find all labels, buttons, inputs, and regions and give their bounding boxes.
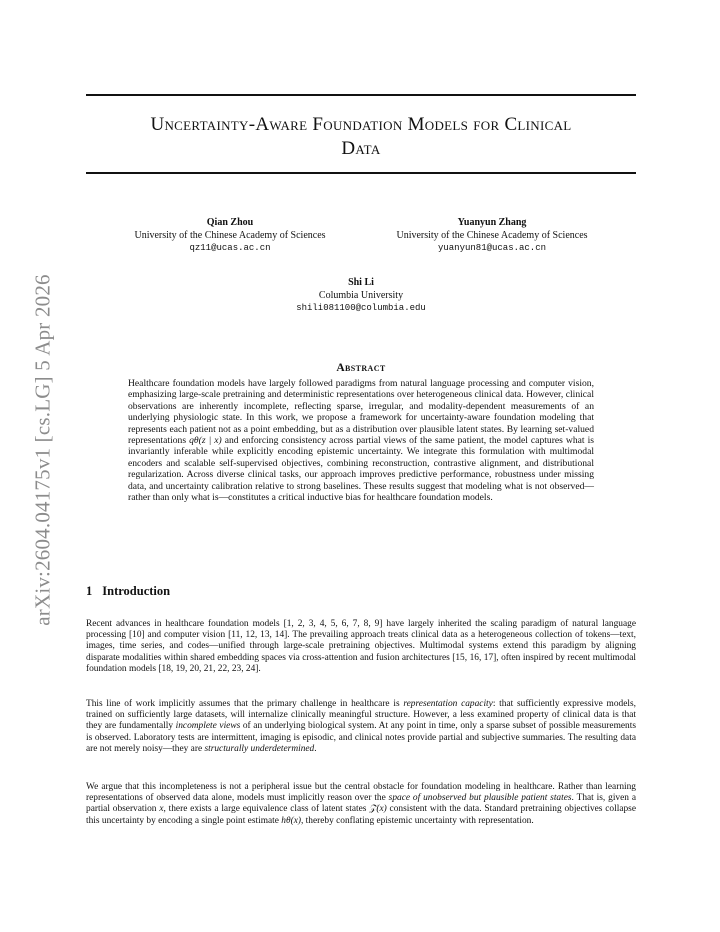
title-line-1: Uncertainty-Aware Foundation Models for Clinical (150, 114, 572, 135)
author-email[interactable]: qz11@ucas.ac.cn (189, 243, 271, 253)
math-inline: 𝒵(x) (369, 804, 387, 815)
paragraph-text: . That is, given a partial observation (86, 793, 636, 815)
arxiv-identifier-stamp: arXiv:2604.04175v1 [cs.LG] 5 Apr 2026 (30, 274, 55, 626)
paragraph-text: consistent with the data. Standard pretraining objectives collapse this uncertainty by encoding a single point estimate (86, 804, 636, 826)
author-block-3 (236, 276, 486, 315)
math-inline: hθ(x) (281, 815, 301, 826)
paragraph-text: : that sufficiently expressive models, trained on sufficiently large datasets, will internalize clinically meaningful structure. However, a less examined property of clinical data is that they are fundamentally (86, 699, 636, 732)
author-email[interactable]: yuanyun81@ucas.ac.cn (437, 243, 547, 253)
author-name: Shi Li (348, 277, 374, 288)
math-inline: x (159, 804, 164, 815)
paper-title (86, 113, 636, 161)
title-top-rule (86, 94, 636, 96)
author-affiliation: University of the Chinese Academy of Sciences (134, 230, 326, 241)
abstract-text-part: Healthcare foundation models have largely followed paradigms from natural language processing and computer vision, emphasizing large-scale pretraining and deterministic representations over heterogeneous clinical data. However, clinical observations are inherently incomplete, reflecting sparse, irregular, and modality-dependent measurements of an underlying physiologic state. In this work, we propose a framework for uncertainty-aware foundation modeling that represents each patient not as a point embedding, but as a distribution over plausible latent states. By learning set-valued representations (128, 378, 594, 447)
title-bottom-rule (86, 172, 636, 174)
author-affiliation: Columbia University (318, 290, 404, 301)
emphasis-text: structurally underdetermined (204, 743, 315, 754)
paragraph-text: Recent advances in healthcare foundation models [1, 2, 3, 4, 5, 6, 7, 8, 9] have largely inherited the scaling paradigm of natural language processing [10] and computer vision [11, 12, 13, 14]. The prevailing approach treats clinical data as a heterogeneous collection of tokens—text, images, time series, and codes—unified through large-scale pretraining objectives. Multimodal systems extend this paradigm by aligning disparate modalities within shared embedding spaces via cross-attention and fusion architectures [15, 16, 17], often inspired by recent multimodal foundation models [18, 19, 20, 21, 22, 23, 24]. (86, 619, 636, 674)
math-inline: qθ(z | x) (189, 435, 222, 447)
paragraph-text: This line of work implicitly assumes that the primary challenge in healthcare is (86, 699, 404, 709)
emphasis-text: space of unobserved but plausible patient states (388, 793, 572, 804)
author-affiliation: University of the Chinese Academy of Sciences (396, 230, 588, 241)
paragraph-text: of an underlying biological system. At any point in time, only a sparse subset of possible measurements is observed. Laboratory tests are intermittent, imaging is episodic, and clinical notes provide partial and subjective summaries. The resulting data are not merely noisy—they are (86, 721, 636, 754)
intro-paragraph-2 (86, 699, 636, 755)
author-email[interactable]: shili081100@columbia.edu (296, 303, 426, 313)
paragraph-text: , there exists a large equivalence class of latent states (163, 804, 370, 815)
intro-paragraph-1 (86, 619, 636, 675)
author-name: Yuanyun Zhang (457, 217, 527, 228)
emphasis-text: incomplete views (175, 721, 241, 732)
section-heading (86, 584, 170, 599)
author-block-2 (370, 216, 614, 255)
title-line-2: Data (341, 138, 381, 159)
author-name: Qian Zhou (206, 217, 254, 228)
author-block-1 (108, 216, 352, 255)
paragraph-text: , thereby conflating epistemic uncertainty with representation. (300, 815, 534, 826)
emphasis-text: representation capacity (403, 699, 493, 709)
paragraph-text: . (314, 743, 317, 754)
abstract-text-part: and enforcing consistency across partial views of the same patient, the model captures what is invariantly inferable while explicitly encoding epistemic uncertainty. We integrate this formulation with multimodal encoders and scalable self-supervised objectives, combining reconstruction, contrastive alignment, and distributional regularization. Across diverse clinical tasks, our approach improves predictive performance, robustness under missing data, and uncertainty calibration relative to strong baselines. These results suggest that modeling what is not observed—rather than only what is—constitutes a critical inductive bias for healthcare foundation models. (128, 435, 594, 504)
intro-paragraph-3 (86, 782, 636, 827)
paragraph-text: We argue that this incompleteness is not a peripheral issue but the central obstacle for foundation modeling in healthcare. Rather than learning representations of observed data alone, models must implicitly reason over the (86, 782, 636, 804)
abstract-text (128, 378, 594, 503)
abstract-heading: Abstract (336, 362, 386, 374)
section-number: 1 (86, 584, 93, 598)
section-title: Introduction (102, 584, 171, 598)
